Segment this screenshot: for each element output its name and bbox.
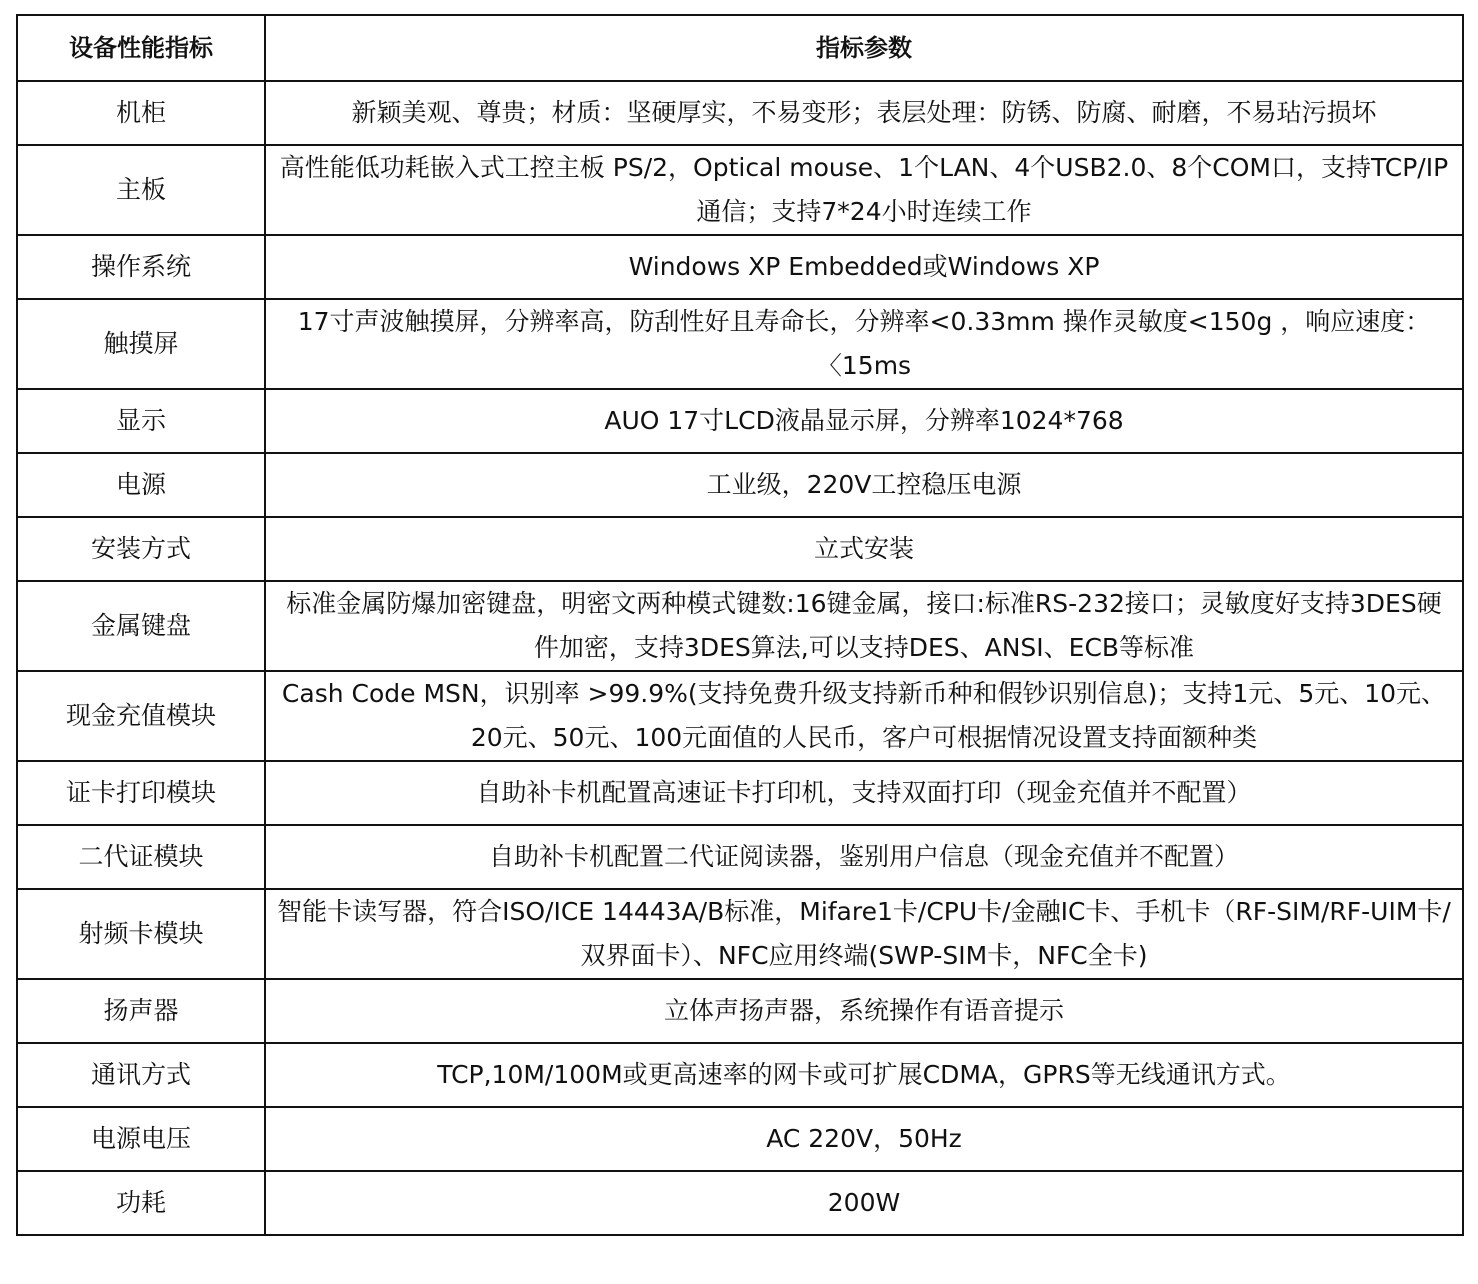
row-indicator-cell: 二代证模块 — [17, 825, 265, 889]
row-indicator-cell: 触摸屏 — [17, 299, 265, 389]
row-parameter-cell: 智能卡读写器，符合ISO/ICE 14443A/B标准，Mifare1卡/CPU卡/金融IC卡、手机卡（RF-SIM/RF-UIM卡/双界面卡）、NFC应用终端(SWP-SIM卡，NFC全卡) — [265, 889, 1463, 979]
row-parameter-cell: 立式安装 — [265, 517, 1463, 581]
table-row — [17, 889, 1463, 979]
table-row — [17, 825, 1463, 889]
row-parameter-cell: AC 220V，50Hz — [265, 1107, 1463, 1171]
table-row — [17, 1171, 1463, 1235]
row-indicator-cell: 现金充值模块 — [17, 671, 265, 761]
row-indicator-cell: 主板 — [17, 145, 265, 235]
table-row — [17, 81, 1463, 145]
spec-table — [16, 14, 1464, 1236]
row-indicator-cell: 操作系统 — [17, 235, 265, 299]
row-indicator-cell: 电源 — [17, 453, 265, 517]
row-parameter-cell: 立体声扬声器，系统操作有语音提示 — [265, 979, 1463, 1043]
row-parameter-cell: 自助补卡机配置高速证卡打印机，支持双面打印（现金充值并不配置） — [265, 761, 1463, 825]
row-indicator-cell: 电源电压 — [17, 1107, 265, 1171]
row-parameter-cell: Windows XP Embedded或Windows XP — [265, 235, 1463, 299]
row-indicator-cell: 扬声器 — [17, 979, 265, 1043]
table-row — [17, 1043, 1463, 1107]
table-row — [17, 581, 1463, 671]
row-indicator-cell: 金属键盘 — [17, 581, 265, 671]
table-row — [17, 453, 1463, 517]
header-row — [17, 15, 1463, 81]
table-row — [17, 517, 1463, 581]
table-row — [17, 1107, 1463, 1171]
row-parameter-cell: 200W — [265, 1171, 1463, 1235]
row-indicator-cell: 机柜 — [17, 81, 265, 145]
row-indicator-cell: 显示 — [17, 389, 265, 453]
table-row — [17, 145, 1463, 235]
table-row — [17, 389, 1463, 453]
row-indicator-cell: 功耗 — [17, 1171, 265, 1235]
row-parameter-cell: 标准金属防爆加密键盘，明密文两种模式键数:16键金属，接口:标准RS-232接口；灵敏度好支持3DES硬件加密，支持3DES算法,可以支持DES、ANSI、ECB等标准 — [265, 581, 1463, 671]
header-indicator: 设备性能指标 — [17, 15, 265, 81]
row-indicator-cell: 安装方式 — [17, 517, 265, 581]
table-row — [17, 235, 1463, 299]
row-parameter-cell: Cash Code MSN，识别率 >99.9%(支持免费升级支持新币种和假钞识别信息)；支持1元、5元、10元、20元、50元、100元面值的人民币，客户可根据情况设置支持面额种类 — [265, 671, 1463, 761]
table-row — [17, 761, 1463, 825]
row-parameter-cell: 17寸声波触摸屏，分辨率高，防刮性好且寿命长，分辨率<0.33mm 操作灵敏度<150g ，响应速度：〈15ms — [265, 299, 1463, 389]
row-indicator-cell: 证卡打印模块 — [17, 761, 265, 825]
row-parameter-cell: AUO 17寸LCD液晶显示屏，分辨率1024*768 — [265, 389, 1463, 453]
row-parameter-cell: 新颖美观、尊贵；材质：坚硬厚实，不易变形；表层处理：防锈、防腐、耐磨，不易玷污损坏 — [265, 81, 1463, 145]
table-row — [17, 979, 1463, 1043]
row-parameter-cell: 高性能低功耗嵌入式工控主板 PS/2，Optical mouse、1个LAN、4个USB2.0、8个COM口，支持TCP/IP通信；支持7*24小时连续工作 — [265, 145, 1463, 235]
row-parameter-cell: 工业级，220V工控稳压电源 — [265, 453, 1463, 517]
row-parameter-cell: 自助补卡机配置二代证阅读器，鉴别用户信息（现金充值并不配置） — [265, 825, 1463, 889]
row-indicator-cell: 通讯方式 — [17, 1043, 265, 1107]
header-parameter: 指标参数 — [265, 15, 1463, 81]
table-row — [17, 299, 1463, 389]
table-body — [17, 81, 1463, 1235]
row-indicator-cell: 射频卡模块 — [17, 889, 265, 979]
table-row — [17, 671, 1463, 761]
row-parameter-cell: TCP,10M/100M或更高速率的网卡或可扩展CDMA，GPRS等无线通讯方式。 — [265, 1043, 1463, 1107]
